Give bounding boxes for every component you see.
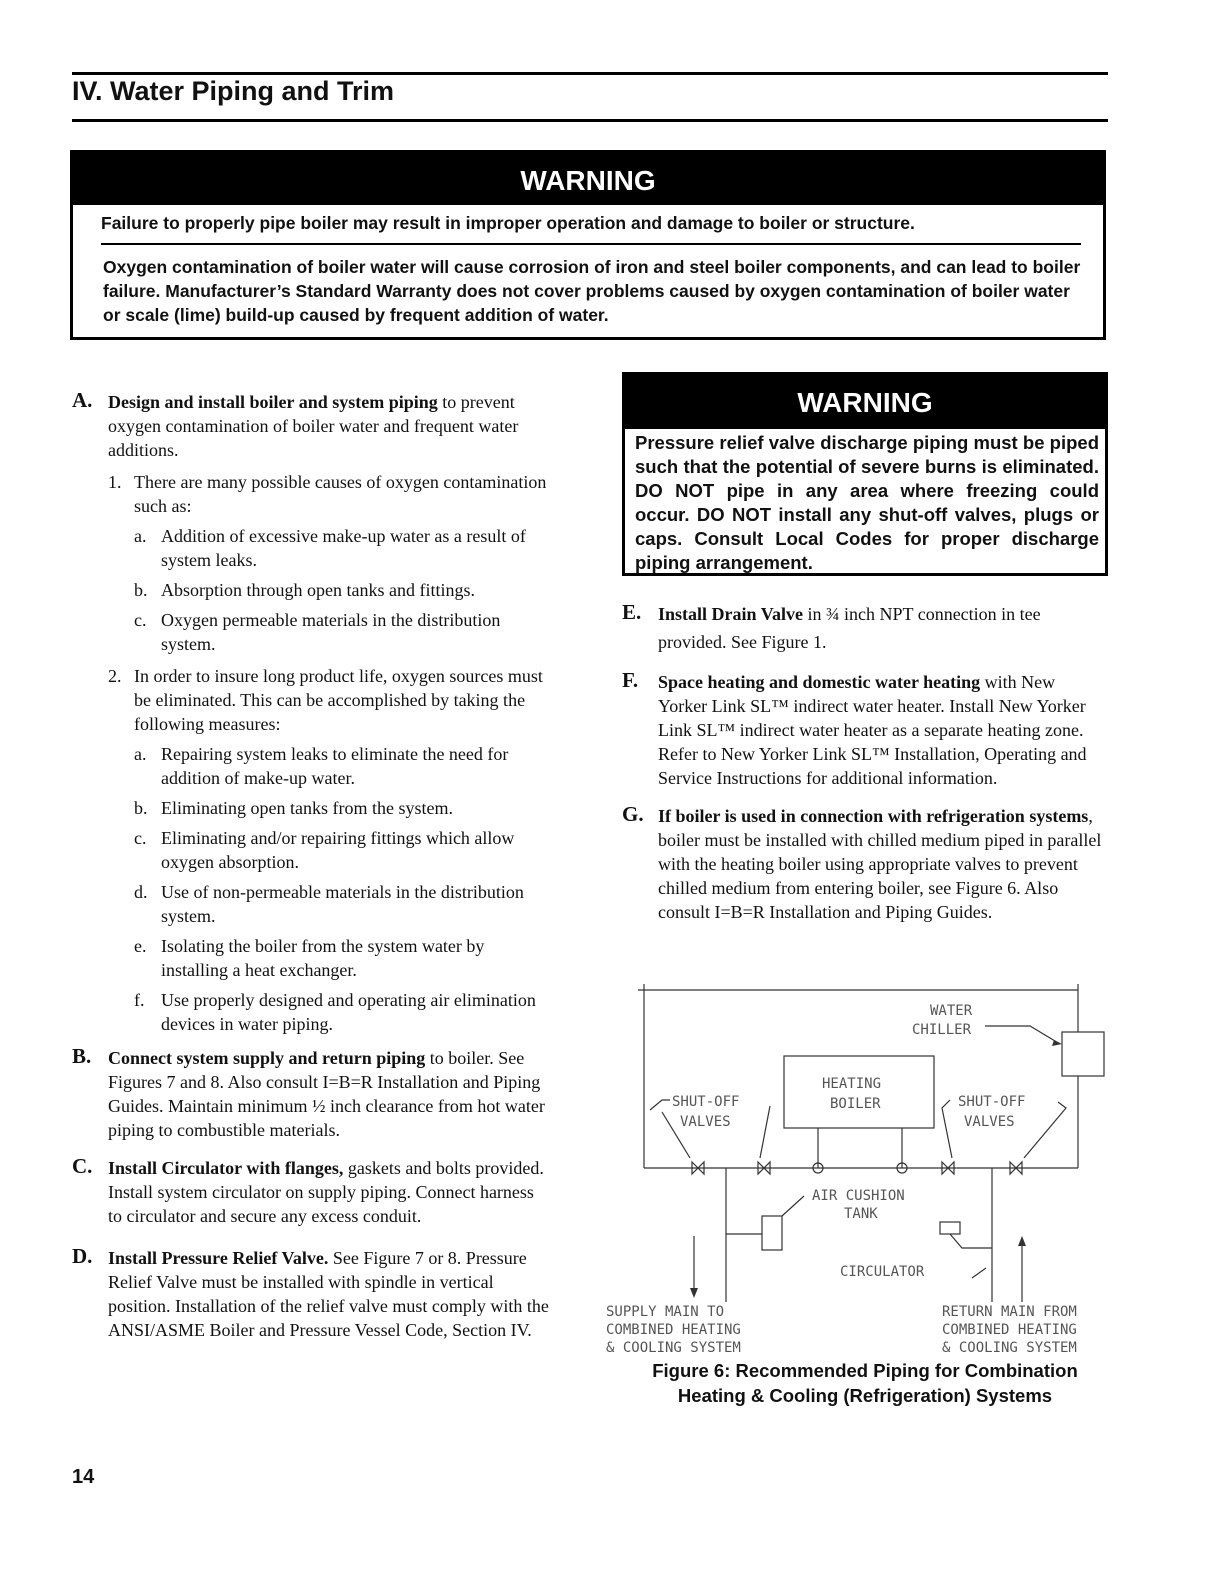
label-shutoff-right: SHUT-OFF bbox=[958, 1094, 1026, 1110]
section-letter: E. bbox=[622, 600, 642, 624]
list-letter: d. bbox=[134, 882, 148, 902]
section-text: gaskets and bolts provided. Install system circulator on supply piping. Connect harness to circulator and secure any excess conduit. bbox=[108, 1158, 544, 1226]
valve-label-bracket bbox=[1024, 1102, 1066, 1158]
section-c bbox=[72, 1156, 552, 1228]
section-b bbox=[72, 1046, 552, 1142]
section-text: to boiler. See Figures 7 and 8. Also consult I=B=R Installation and Piping Guides. Maintain minimum ½ inch clearance from hot water piping to combustible materials. bbox=[108, 1048, 545, 1140]
section-lead: If boiler is used in connection with refrigeration systems bbox=[658, 806, 1089, 826]
section-lead: Connect system supply and return piping bbox=[108, 1048, 426, 1068]
section-letter: G. bbox=[622, 802, 644, 826]
label-boiler: BOILER bbox=[830, 1096, 881, 1112]
section-g bbox=[622, 804, 1102, 924]
label-shutoff-left: SHUT-OFF bbox=[672, 1094, 740, 1110]
list-number: 2. bbox=[108, 666, 122, 686]
list-subitem bbox=[72, 608, 552, 656]
list-letter: b. bbox=[134, 580, 148, 600]
section-d bbox=[72, 1246, 552, 1342]
section-lead: Install Circulator with flanges, bbox=[108, 1158, 344, 1178]
figure-6-piping-diagram bbox=[600, 982, 1116, 1352]
caption-line-1: Figure 6: Recommended Piping for Combination bbox=[652, 1360, 1078, 1381]
label-heating: HEATING bbox=[822, 1076, 882, 1092]
caption-line-2: Heating & Cooling (Refrigeration) Systems bbox=[677, 1385, 1053, 1406]
list-subitem bbox=[72, 826, 552, 874]
page-title: IV. Water Piping and Trim bbox=[72, 76, 395, 106]
list-subitem bbox=[72, 934, 552, 982]
list-item bbox=[72, 664, 552, 736]
section-lead: Space heating and domestic water heating bbox=[658, 672, 981, 692]
section-text: See Figure 7 or 8. Pressure Relief Valve must be installed with spindle in vertical position. Installation of the relief valve must comply with the ANSI/ASME Boiler and Pressure Vessel Code, Section IV. bbox=[108, 1248, 549, 1340]
section-text: in ¾ inch NPT connection in tee provided. See Figure 1. bbox=[658, 604, 1041, 652]
section-e bbox=[622, 600, 1102, 656]
up-arrow-icon bbox=[1018, 1236, 1026, 1246]
water-chiller-box bbox=[1062, 1032, 1104, 1076]
air-cushion-leader bbox=[782, 1196, 804, 1216]
warning-box-top bbox=[70, 150, 1106, 340]
label-water: WATER bbox=[930, 1003, 973, 1019]
list-letter: a. bbox=[134, 526, 147, 546]
down-arrow-icon bbox=[690, 1288, 698, 1298]
title-rule-top bbox=[72, 72, 1108, 75]
circulator-connection bbox=[950, 1234, 992, 1248]
list-subitem bbox=[72, 524, 552, 572]
page-number: 14 bbox=[72, 1466, 95, 1488]
section-a bbox=[72, 390, 552, 1036]
section-f bbox=[622, 670, 1102, 790]
list-subitem bbox=[72, 578, 552, 602]
section-text: to prevent oxygen contamination of boiler water and frequent water additions. bbox=[108, 392, 519, 460]
label-valves-right: VALVES bbox=[964, 1114, 1015, 1130]
circulator-pump-icon bbox=[940, 1222, 960, 1234]
title-rule-bottom bbox=[72, 119, 1108, 122]
list-text: There are many possible causes of oxygen contamination such as: bbox=[134, 472, 547, 516]
list-text: Repairing system leaks to eliminate the need for addition of make-up water. bbox=[161, 744, 509, 788]
list-text: Oxygen permeable materials in the distribution system. bbox=[161, 610, 501, 654]
list-text: In order to insure long product life, oxygen sources must be eliminated. This can be accomplished by taking the following measures: bbox=[134, 666, 543, 734]
heating-boiler-box bbox=[784, 1056, 934, 1128]
circulator-leader bbox=[972, 1268, 986, 1278]
air-cushion-tank bbox=[762, 1216, 782, 1250]
list-letter: a. bbox=[134, 744, 147, 764]
label-valves-left: VALVES bbox=[680, 1114, 731, 1130]
list-letter: e. bbox=[134, 936, 147, 956]
section-letter: C. bbox=[72, 1154, 93, 1178]
list-letter: c. bbox=[134, 828, 147, 848]
section-letter: B. bbox=[72, 1044, 92, 1068]
list-letter: c. bbox=[134, 610, 147, 630]
label-return-1: RETURN MAIN FROM bbox=[942, 1304, 1077, 1320]
label-return-3: & COOLING SYSTEM bbox=[942, 1340, 1077, 1352]
list-text: Isolating the boiler from the system water by installing a heat exchanger. bbox=[161, 936, 485, 980]
label-chiller: CHILLER bbox=[912, 1022, 972, 1038]
list-text: Eliminating open tanks from the system. bbox=[161, 798, 453, 818]
warning-box-relief-valve bbox=[622, 372, 1108, 576]
list-letter: b. bbox=[134, 798, 148, 818]
label-supply-1: SUPPLY MAIN TO bbox=[606, 1304, 725, 1320]
list-subitem bbox=[72, 880, 552, 928]
valve-label-bracket bbox=[760, 1106, 770, 1158]
section-text: with New Yorker Link SL™ indirect water heater. Install New Yorker Link SL™ indirect water heater as a separate heating zone. Refer to New Yorker Link SL™ Installation, Operating and Service Instructions for additional information. bbox=[658, 672, 1087, 788]
label-supply-2: COMBINED HEATING bbox=[606, 1322, 741, 1338]
section-letter: D. bbox=[72, 1244, 93, 1268]
warning-text: Pressure relief valve discharge piping must be piped such that the potential of severe burns is eliminated. DO NOT pipe in any area where freezing could occur. DO NOT install any shut-off valves, plugs or caps. Consult Local Codes for proper discharge piping arrangement. bbox=[635, 432, 1099, 573]
label-return-2: COMBINED HEATING bbox=[942, 1322, 1077, 1338]
right-column bbox=[622, 600, 1102, 934]
list-item bbox=[72, 470, 552, 518]
arrowhead-icon bbox=[1052, 1040, 1062, 1046]
list-number: 1. bbox=[108, 472, 122, 492]
label-circulator: CIRCULATOR bbox=[840, 1264, 925, 1280]
list-text: Use of non-permeable materials in the distribution system. bbox=[161, 882, 524, 926]
left-column bbox=[72, 390, 552, 1352]
warning-heading: WARNING bbox=[625, 375, 1105, 429]
label-tank: TANK bbox=[844, 1206, 878, 1222]
warning-line-1: Failure to properly pipe boiler may result in improper operation and damage to boiler or structure. bbox=[101, 213, 1081, 245]
list-text: Eliminating and/or repairing fittings which allow oxygen absorption. bbox=[161, 828, 515, 872]
chiller-leader bbox=[985, 1026, 1060, 1044]
valve-label-bracket bbox=[942, 1100, 952, 1158]
piping-diagram-svg bbox=[600, 982, 1116, 1352]
section-text: , boiler must be installed with chilled medium piped in parallel with the heating boiler using appropriate valves to prevent chilled medium from entering boiler, see Figure 6. Also consult I=B=R Installation and Piping Guides. bbox=[658, 806, 1102, 922]
figure-caption bbox=[600, 1358, 1130, 1408]
list-subitem bbox=[72, 988, 552, 1036]
warning-heading: WARNING bbox=[73, 153, 1103, 205]
list-text: Use properly designed and operating air elimination devices in water piping. bbox=[161, 990, 536, 1034]
valve-label-bracket bbox=[650, 1100, 670, 1110]
section-lead: Install Pressure Relief Valve. bbox=[108, 1248, 329, 1268]
list-subitem bbox=[72, 796, 552, 820]
section-lead: Design and install boiler and system piping bbox=[108, 392, 438, 412]
section-lead: Install Drain Valve bbox=[658, 604, 804, 624]
warning-line-2: Oxygen contamination of boiler water will cause corrosion of iron and steel boiler components, and can lead to boiler failure. Manufacturer’s Standard Warranty does not cover problems caused by oxygen contamination of boiler water or scale (lime) build-up caused by frequent addition of water. bbox=[103, 257, 1081, 325]
section-letter: A. bbox=[72, 388, 93, 412]
list-subitem bbox=[72, 742, 552, 790]
list-text: Addition of excessive make-up water as a result of system leaks. bbox=[161, 526, 526, 570]
list-letter: f. bbox=[134, 990, 145, 1010]
list-text: Absorption through open tanks and fittings. bbox=[161, 580, 475, 600]
section-letter: F. bbox=[622, 668, 639, 692]
label-air-cushion: AIR CUSHION bbox=[812, 1188, 905, 1204]
label-supply-3: & COOLING SYSTEM bbox=[606, 1340, 741, 1352]
